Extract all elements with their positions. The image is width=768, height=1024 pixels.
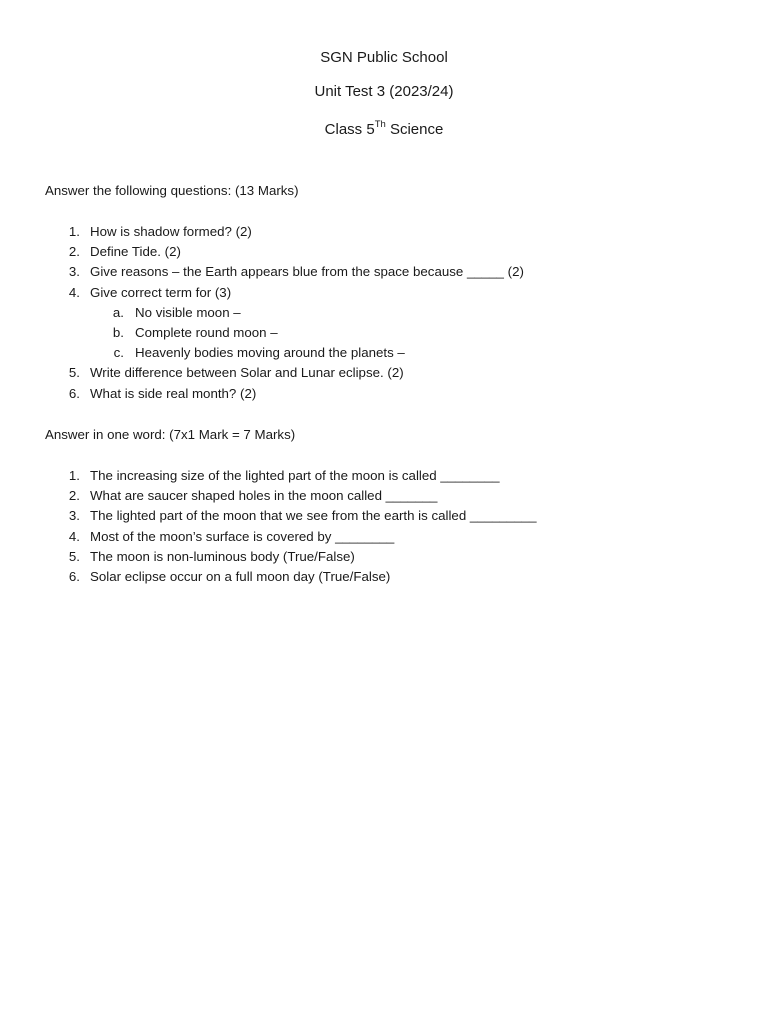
class-label: Class 5 [324,121,375,138]
question-number: 3. [68,264,80,280]
question-item [0,363,768,383]
question-text: The lighted part of the moon that we see from the earth is called _________ [90,508,537,524]
question-number: 2. [68,244,80,260]
section-1-question-list [0,222,768,404]
sub-question-item [0,343,768,363]
question-number: 5. [68,548,80,564]
sub-question-item [0,323,768,343]
question-item [0,567,768,587]
question-number: 6. [68,385,80,401]
question-item [0,506,768,526]
section-2-question-list [0,466,768,587]
question-text: Give reasons – the Earth appears blue from the space because _____ (2) [90,264,524,280]
question-item [0,222,768,242]
test-title: Unit Test 3 (2023/24) [314,83,454,100]
question-text: Give correct term for (3) [90,284,232,300]
question-item [0,486,768,506]
question-item [0,283,768,303]
sub-question-text: Complete round moon – [135,324,278,340]
question-item [0,527,768,547]
question-item [0,547,768,567]
section-1-title: Answer the following questions: (13 Marks) [45,183,299,198]
class-subject-title [0,116,768,140]
question-number: 1. [68,224,80,239]
question-item [0,262,768,282]
question-number: 1. [68,468,80,483]
school-name: SGN Public School [320,49,448,66]
sub-question-letter: b. [112,324,124,340]
sub-question-text: No visible moon – [135,304,241,320]
question-number: 2. [68,488,80,504]
sub-question-text: Heavenly bodies moving around the planets – [135,345,405,361]
question-text: The moon is non-luminous body (True/False) [90,548,355,564]
question-text: How is shadow formed? (2) [90,224,252,239]
question-text: Define Tide. (2) [90,244,181,260]
sub-question-letter: c. [113,345,124,361]
subject-label: Science [385,121,444,138]
sub-question-letter: a. [112,304,124,320]
question-text: Solar eclipse occur on a full moon day (True/False) [90,568,391,584]
section-2-title: Answer in one word: (7x1 Mark = 7 Marks) [45,427,296,442]
question-text: What is side real month? (2) [90,385,257,401]
question-number: 4. [68,284,80,300]
question-number: 5. [68,365,80,381]
question-item [0,384,768,404]
question-text: Most of the moon’s surface is covered by ________ [90,528,395,544]
question-number: 4. [68,528,80,544]
class-superscript: Th [374,119,386,130]
question-item [0,242,768,262]
question-number: 3. [68,508,80,524]
question-text: What are saucer shaped holes in the moon called _______ [90,488,438,504]
sub-question-item [0,303,768,323]
question-text: Write difference between Solar and Lunar eclipse. (2) [90,365,404,381]
question-text: The increasing size of the lighted part of the moon is called ________ [90,468,500,483]
question-item [0,466,768,486]
question-number: 6. [68,568,80,584]
